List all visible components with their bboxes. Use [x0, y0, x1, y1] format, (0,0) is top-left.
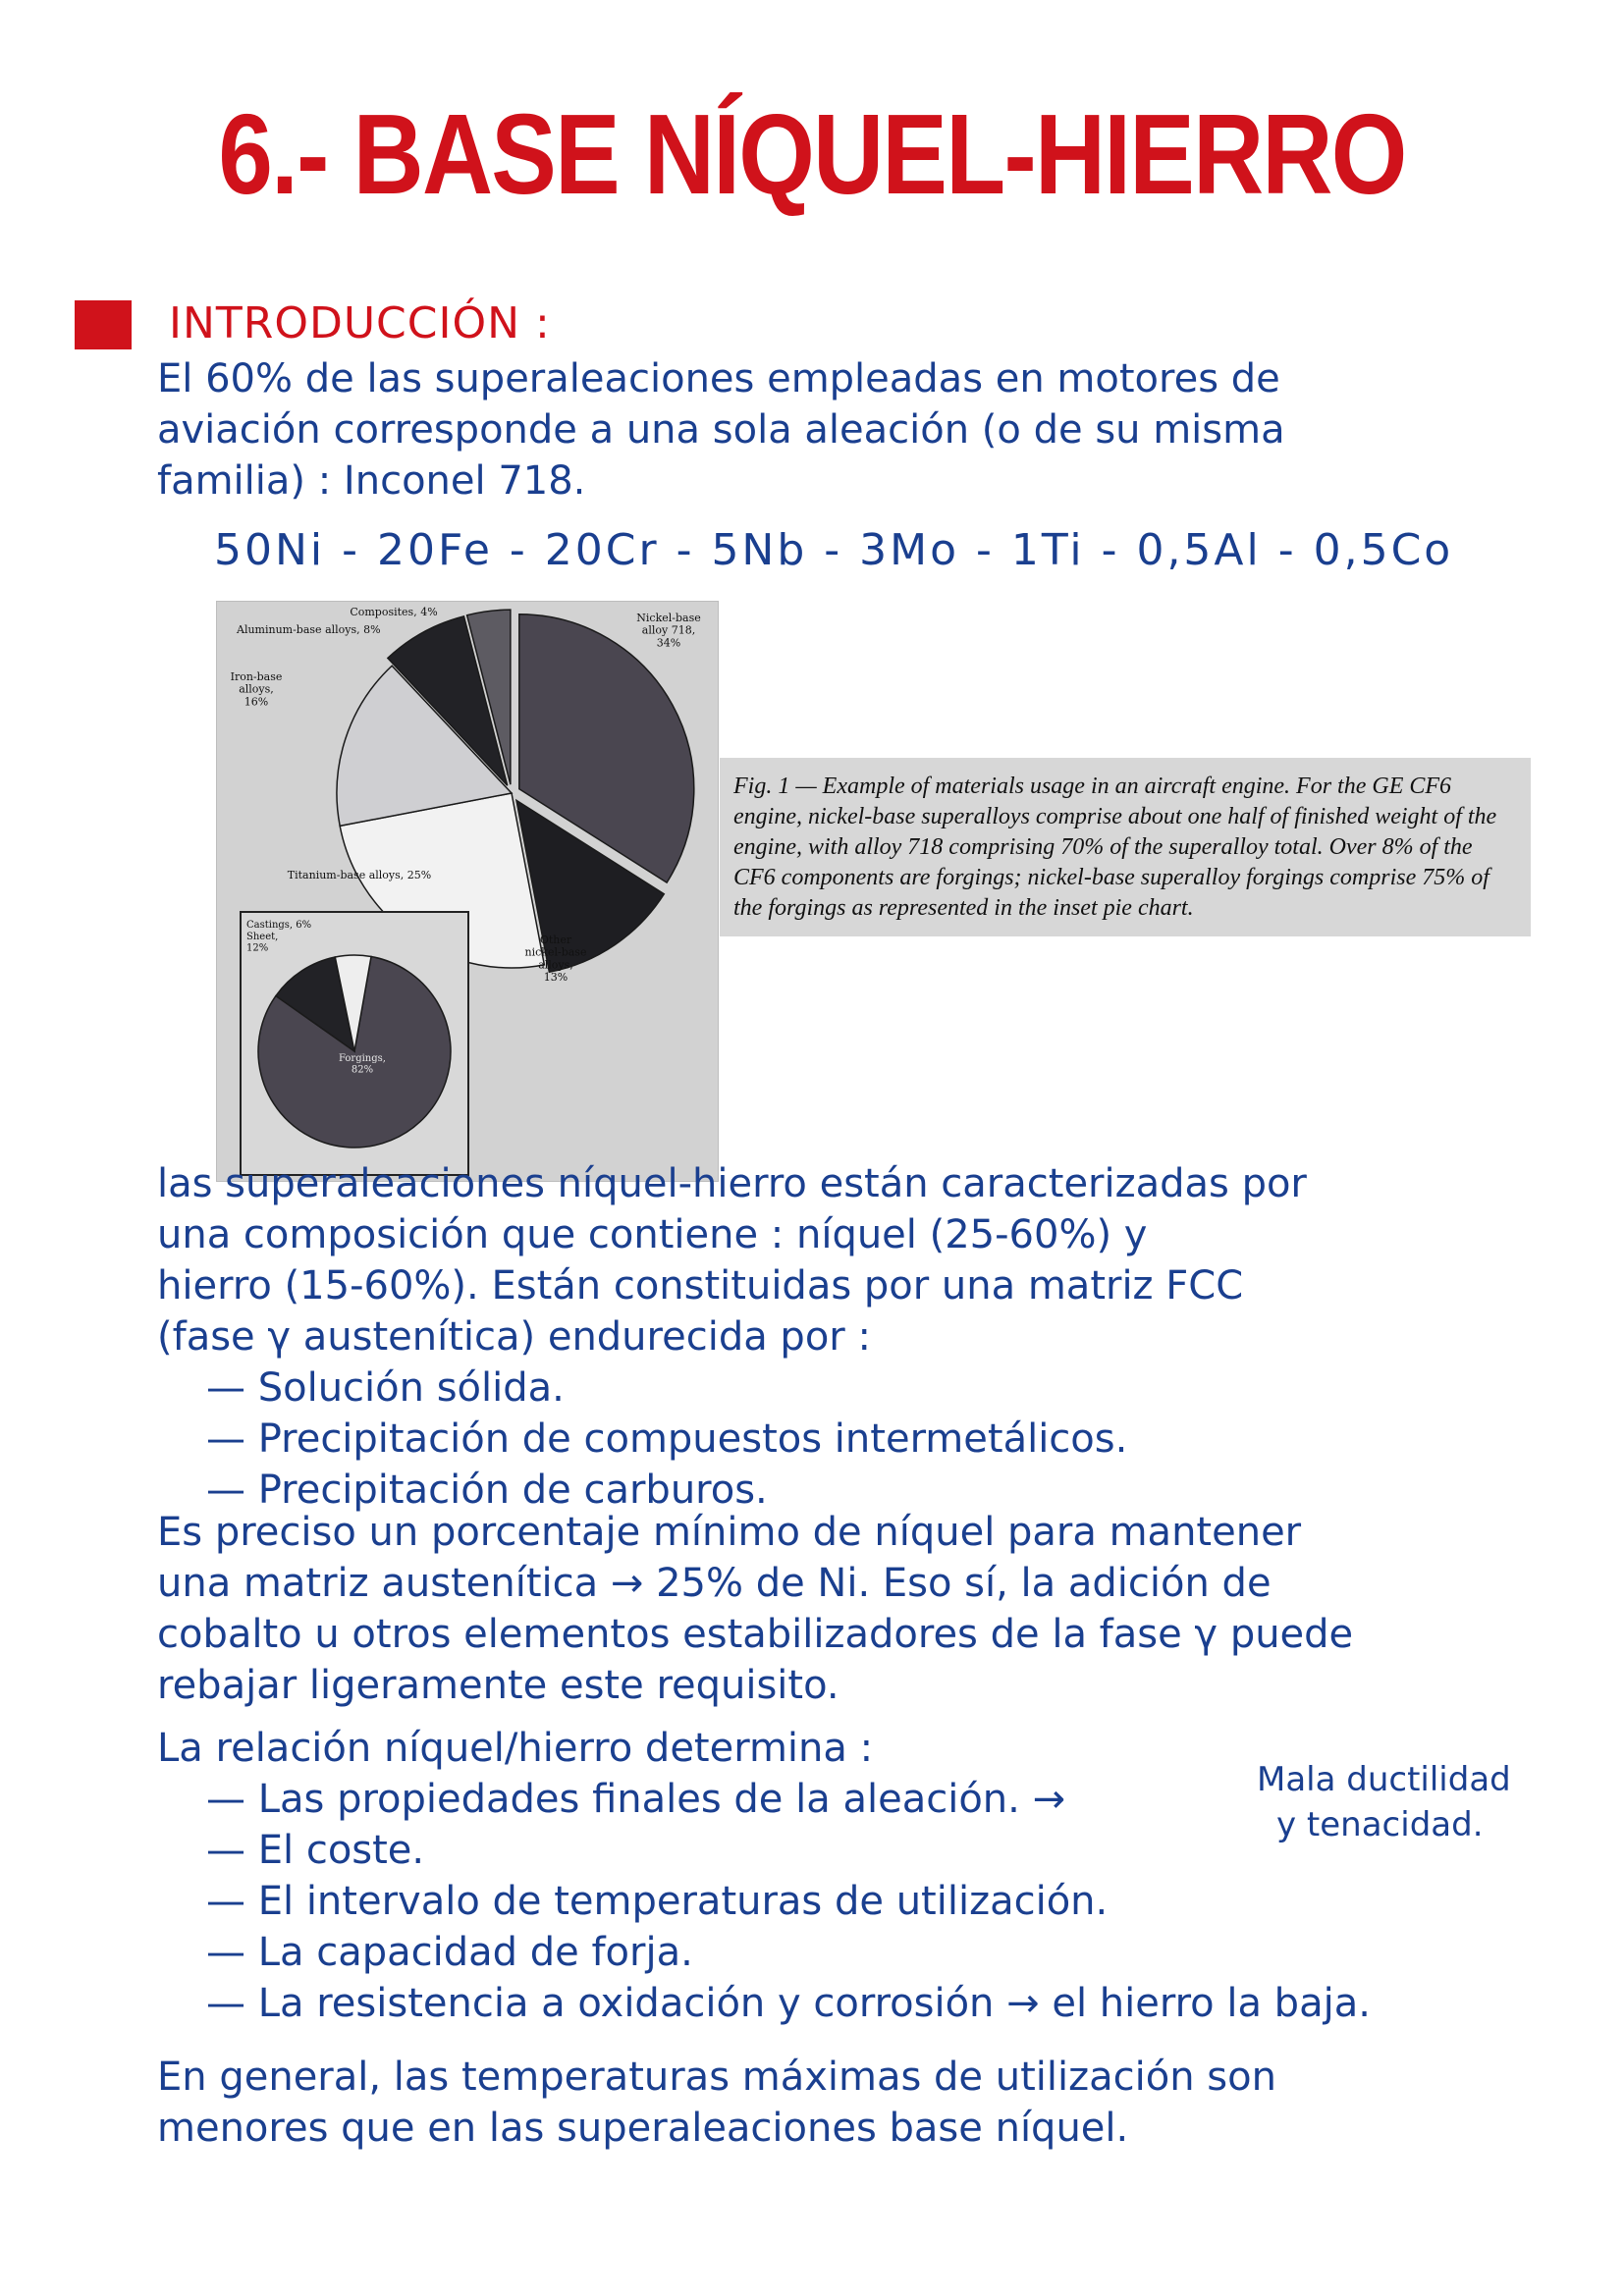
intro-line: aviación corresponde a una sola aleación (o de su misma [157, 407, 1285, 453]
paragraph-ratio [157, 1723, 1371, 2029]
paragraph-line: rebajar ligeramente este requisito. [157, 1663, 839, 1708]
paragraph-min-nickel [157, 1507, 1353, 1711]
label-titanium: Titanium-base alloys, 25% [287, 869, 432, 881]
label-castings: Castings, 6% [246, 920, 312, 931]
paragraph-composition [157, 1158, 1307, 1516]
label-composites: Composites, 4% [350, 606, 438, 618]
list-item: — Solución sólida. [206, 1362, 1307, 1414]
page-title: 6.- BASE NÍQUEL-HIERRO [218, 90, 1406, 218]
list-item: — Precipitación de carburos. [206, 1465, 1307, 1516]
label-nickel-718: Nickel-base alloy 718, 34% [636, 612, 701, 650]
ductility-note [1257, 1757, 1511, 1847]
list-item: — La capacidad de forja. [206, 1927, 1371, 1978]
list-item: — La resistencia a oxidación y corrosión → el hierro la baja. [206, 1978, 1371, 2029]
paragraph-line: (fase γ austenítica) endurecida por : [157, 1314, 871, 1360]
paragraph-line: una matriz austenítica → 25% de Ni. Eso sí, la adición de [157, 1561, 1272, 1606]
paragraph-line: En general, las temperaturas máximas de utilización son [157, 2055, 1276, 2100]
section-heading: INTRODUCCIÓN : [169, 298, 551, 348]
list-item: — El coste. [206, 1825, 1371, 1876]
paragraph-line: una composición que contiene : níquel (25-60%) y [157, 1212, 1148, 1257]
paragraph-line: hierro (15-60%). Están constituidas por una matriz FCC [157, 1263, 1244, 1308]
label-sheet: Sheet, 12% [246, 932, 279, 954]
intro-line: familia) : Inconel 718. [157, 458, 586, 504]
paragraph-line: Es preciso un porcentaje mínimo de níquel para mantener [157, 1510, 1302, 1555]
label-forgings: Forgings, 82% [339, 1053, 386, 1076]
alloy-formula: 50Ni - 20Fe - 20Cr - 5Nb - 3Mo - 1Ti - 0,5Al - 0,5Co [214, 525, 1454, 575]
figure-caption-box [720, 758, 1531, 936]
hardening-list [157, 1362, 1307, 1516]
paragraph-line: La relación níquel/hierro determina : [157, 1726, 874, 1771]
list-item: — El intervalo de temperaturas de utilización. [206, 1876, 1371, 1927]
list-item: — Las propiedades finales de la aleación. → [206, 1774, 1371, 1825]
paragraph-line: las superaleaciones níquel-hierro están caracterizadas por [157, 1161, 1307, 1206]
section-bullet [75, 300, 132, 349]
figure-scan [216, 601, 719, 1182]
note-line: Mala ductilidad [1257, 1760, 1511, 1799]
ratio-list [157, 1774, 1371, 2029]
inset-pie [258, 955, 451, 1148]
intro-line: El 60% de las superaleaciones empleadas en motores de [157, 356, 1280, 401]
note-line: y tenacidad. [1276, 1805, 1484, 1844]
materials-pie-chart [217, 602, 718, 1181]
paragraph-line: cobalto u otros elementos estabilizadores de la fase γ puede [157, 1612, 1354, 1657]
label-aluminum: Aluminum-base alloys, 8% [237, 623, 381, 636]
intro-paragraph [157, 353, 1285, 507]
paragraph-line: menores que en las superaleaciones base níquel. [157, 2106, 1129, 2151]
list-item: — Precipitación de compuestos intermetálicos. [206, 1414, 1307, 1465]
figure-caption: Fig. 1 — Example of materials usage in an aircraft engine. For the GE CF6 engine, nickel-base superalloys comprise about one half of finished weight of the engine, with alloy 718 comprising 70% of the superalloy total. Over 8% of the CF6 components are forgings; nickel-base superalloy forgings comprise 75% of the forgings as represented in the inset pie chart. [733, 774, 1497, 921]
paragraph-conclusion [157, 2052, 1276, 2154]
label-other-nickel: Other nickel-base alloys, 13% [524, 934, 587, 984]
label-iron: Iron-base alloys, 16% [230, 670, 283, 709]
